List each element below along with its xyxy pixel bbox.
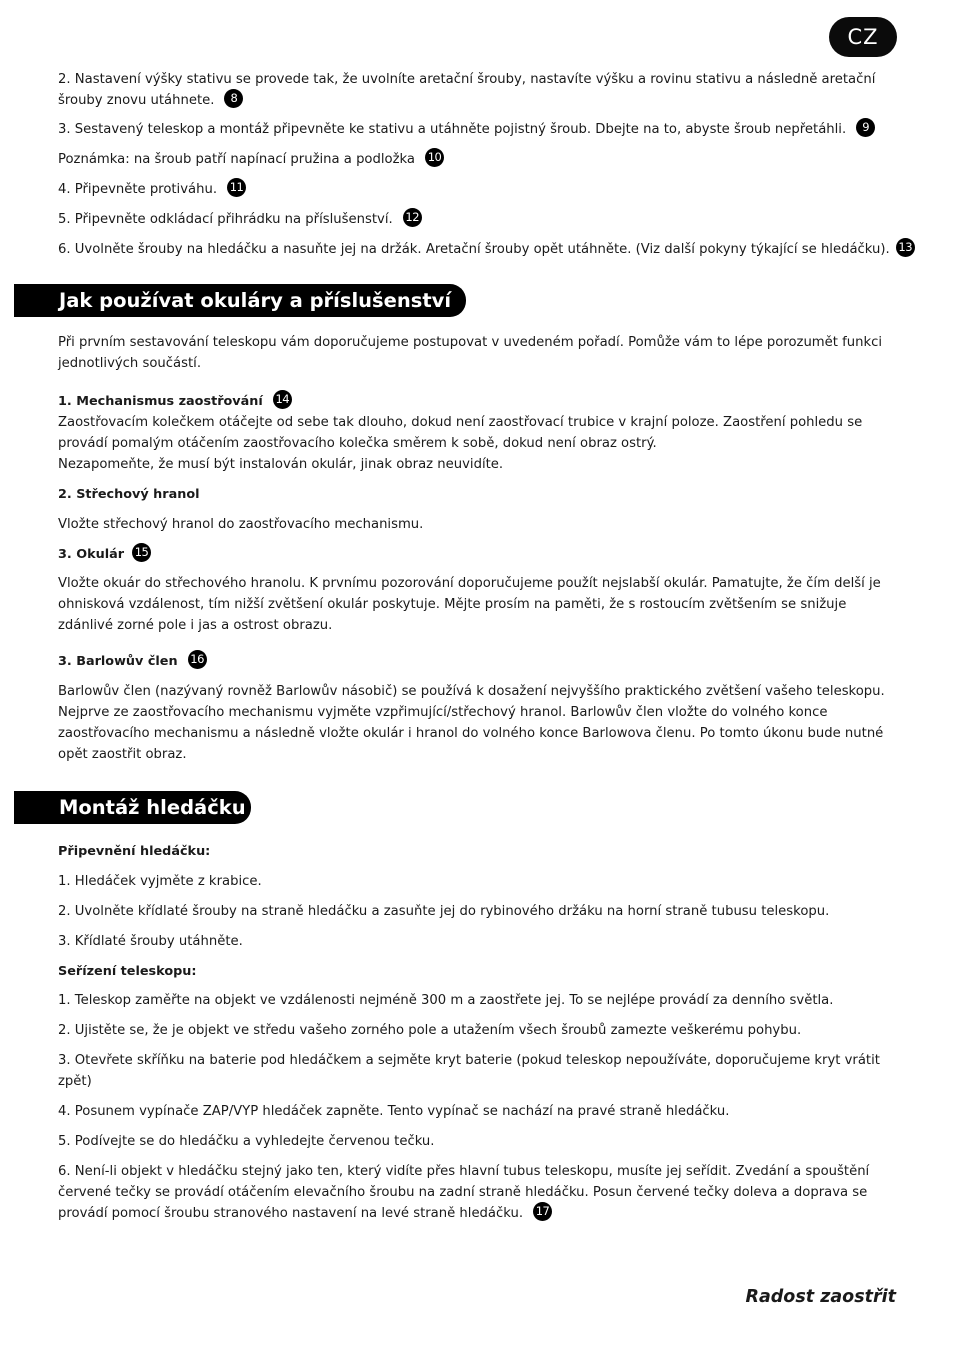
note-spring bbox=[58, 149, 903, 170]
figure-ref-11: 11 bbox=[227, 178, 246, 197]
figure-ref-8: 8 bbox=[224, 89, 243, 108]
focus-text: Zaostřovacím kolečkem otáčejte od sebe tak dlouho, dokud není zaostřovací trubice v krajní poloze. Zaostření pohledu se provádí pomalým otáčením zaostřovacího kolečka směrem k sobě, dokud není obraz ostrý. bbox=[58, 415, 863, 451]
adjust-step-1: 1. Teleskop zaměřte na objekt ve vzdálenosti nejméně 300 m a zaostřete jej. To se nejlépe provádí za denního světla. bbox=[58, 993, 834, 1008]
adjust-step-5: 5. Podívejte se do hledáčku a vyhledejte červenou tečku. bbox=[58, 1134, 435, 1149]
adjust-step-2: 2. Ujistěte se, že je objekt ve středu vašeho zorného pole a utažením všech šroubů zamezte veškerému pohybu. bbox=[58, 1023, 802, 1038]
adjust-step-6 bbox=[58, 1161, 903, 1224]
step-6-text: 6. Uvolněte šrouby na hledáčku a nasuňte jej na držák. Aretační šrouby opět utáhněte. (Viz další pokyny týkající se hledáčku). bbox=[58, 242, 890, 257]
note-text: Poznámka: na šroub patří napínací pružina a podložka bbox=[58, 152, 416, 167]
figure-ref-16: 16 bbox=[188, 650, 207, 669]
step-3-mount bbox=[58, 119, 903, 140]
step-6-finder bbox=[58, 239, 938, 260]
adjust-step-6-text: 6. Není-li objekt v hledáčku stejný jako ten, který vidíte přes hlavní tubus teleskopu, musíte jej seřídit. Zvedání a spouštění červené tečky se provádí otáčením elevačního šroubu na zadní straně hledáčku. Posun červené tečky doleva a doprava se provádí pomocí šroubu stranového nastavení na levé straně hledáčku. bbox=[58, 1164, 870, 1221]
figure-ref-12: 12 bbox=[403, 208, 422, 227]
mount-step-2: 2. Uvolněte křídlaté šrouby na straně hledáčku a zasuňte jej do rybinového držáku na horní straně tubusu teleskopu. bbox=[58, 904, 830, 919]
adjust-step-4: 4. Posunem vypínače ZAP/VYP hledáček zapněte. Tento vypínač se nachází na pravé straně hledáčku. bbox=[58, 1104, 730, 1119]
focus-note: Nezapomeňte, že musí být instalován okulár, jinak obraz neuvidíte. bbox=[58, 457, 504, 472]
figure-ref-10: 10 bbox=[425, 148, 444, 167]
section1-intro: Při prvním sestavování teleskopu vám doporučujeme postupovat v uvedeném pořadí. Pomůže vám to lépe porozumět funkci jednotlivých součástí. bbox=[58, 335, 883, 371]
figure-ref-9: 9 bbox=[856, 118, 875, 137]
barlow-heading-text: 3. Barlowův člen bbox=[58, 654, 178, 669]
focus-heading-text: 1. Mechanismus zaostřování bbox=[58, 394, 263, 409]
adjust-heading: Seřízení teleskopu: bbox=[58, 964, 197, 979]
footer-slogan: Radost zaostřit bbox=[745, 1287, 896, 1307]
adjust-step-3: 3. Otevřete skříňku na baterie pod hledáčkem a sejměte kryt baterie (pokud teleskop nepoužíváte, doporučujeme kryt vrátit zpět) bbox=[58, 1053, 880, 1089]
step-5-tray bbox=[58, 209, 903, 230]
figure-ref-17: 17 bbox=[533, 1202, 552, 1221]
step-4-text: 4. Připevněte protiváhu. bbox=[58, 182, 218, 197]
step-5-text: 5. Připevněte odkládací přihrádku na příslušenství. bbox=[58, 212, 393, 227]
prism-heading: 2. Střechový hranol bbox=[58, 487, 200, 502]
eyepiece-heading-text: 3. Okulár bbox=[58, 547, 125, 562]
mount-step-3: 3. Křídlaté šrouby utáhněte. bbox=[58, 934, 243, 949]
step-2-tripod-height bbox=[58, 69, 903, 111]
figure-ref-15: 15 bbox=[132, 543, 151, 562]
prism-text: Vložte střechový hranol do zaostřovacího mechanismu. bbox=[58, 517, 424, 532]
mount-heading: Připevnění hledáčku: bbox=[58, 844, 211, 859]
barlow-text: Barlowův člen (nazývaný rovněž Barlowův násobič) se používá k dosažení nejvyššího praktického zvětšení vašeho teleskopu. Nejprve ze zaostřovacího mechanismu vyjměte vzpřimující/střechový hranol. Barlowův člen vložte do volného konce zaostřovacího mechanismu a následně vložte okulár i hranol do volného konce Barlowova členu. Po tomto úkonu bude nutné opět zaostřit obraz. bbox=[58, 684, 885, 762]
section-heading-eyepieces: Jak používat okuláry a příslušenství bbox=[14, 284, 466, 317]
barlow-heading bbox=[58, 651, 903, 672]
language-badge: CZ bbox=[829, 17, 897, 57]
figure-ref-13: 13 bbox=[896, 238, 915, 257]
section-heading-finder: Montáž hledáčku bbox=[14, 791, 251, 824]
focus-heading bbox=[58, 391, 903, 412]
step-3-text: 3. Sestavený teleskop a montáž připevněte ke stativu a utáhněte pojistný šroub. Dbejte na to, abyste šroub nepřetáhli. bbox=[58, 122, 847, 137]
eyepiece-text: Vložte okuár do střechového hranolu. K prvnímu pozorování doporučujeme použít nejslabší okulár. Pamatujte, že čím delší je ohnisková vzdálenost, tím nižší zvětšení okulár poskytuje. Mějte prosím na paměti, že s rostoucím zvětšením se snižuje zdánlivé zorné pole i jas a ostrost obrazu. bbox=[58, 576, 881, 633]
mount-step-1: 1. Hledáček vyjměte z krabice. bbox=[58, 874, 262, 889]
step-2-text: 2. Nastavení výšky stativu se provede tak, že uvolníte aretační šrouby, nastavíte výšku a rovinu stativu a následně aretační šrouby znovu utáhnete. bbox=[58, 72, 876, 108]
eyepiece-heading bbox=[58, 544, 903, 565]
step-4-counterweight bbox=[58, 179, 903, 200]
figure-ref-14: 14 bbox=[273, 390, 292, 409]
